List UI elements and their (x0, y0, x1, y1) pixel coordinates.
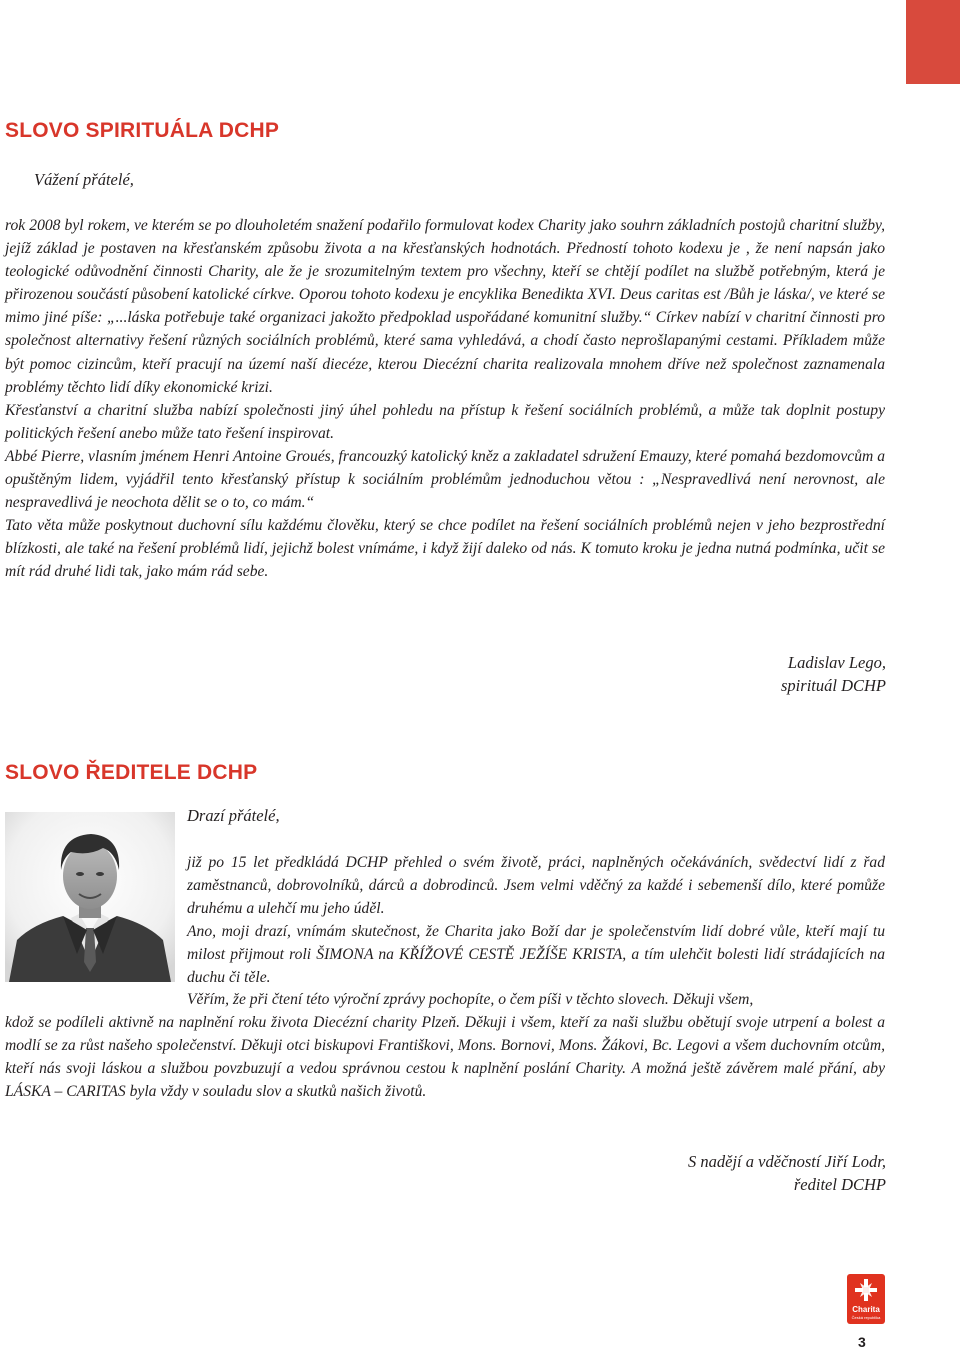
spiritual-paragraph: Tato věta může poskytnout duchovní sílu každému člověku, který se chce podílet na řešení sociálních problémů nejen v jeho bezprostřední blízkosti, ale také na řešení problémů lidí, jejichž bolest vnímáme, i když žijí daleko od nás. K tomuto kroku je jedna nutná podmínka, učit se mít rád druhé lidi tak, jako mám rád sebe. (5, 517, 885, 581)
signature-director (688, 1150, 886, 1196)
page-number: 3 (858, 1334, 866, 1350)
signature-role: spirituál DCHP (781, 676, 886, 695)
logo-subtitle: Česká republika (851, 1315, 881, 1320)
charita-cross-icon (854, 1278, 878, 1302)
section-title-director: SLOVO ŘEDITELE DCHP (5, 761, 258, 784)
signature-spiritual (781, 651, 886, 697)
director-portrait-photo (5, 812, 175, 982)
corner-accent-tab (906, 0, 960, 84)
signature-name: Ladislav Lego, (787, 653, 886, 672)
spiritual-paragraph: Abbé Pierre, vlasním jménem Henri Antoine Groués, francouzký katolický kněz a zakladatel sdružení Emauzy, které pomahá bezdomovcům a opuštěným lidem, vyjádřil tento křesťanský přístup k sociálním problémům jednoduchou větou : „Nespravedlivá není nerovnost, ale nespravedlivá je neochota dělit se o to, co mám.“ (5, 447, 885, 512)
salutation-director: Drazí přátelé, (187, 806, 280, 825)
director-paragraph-continuation: kdož se podíleli aktivně na naplnění roku života Diecézní charity Plzeň. Děkuji i všem, kteří za naši službu obětují svoje utrpení a bolest a modlí se za růst našeho společenství. Děkuji otci biskupovi Františkovi, Mons. Bornovi, Mons. Žákovi, Bc. Legovi a všem duchovním otcům, kteří nás svoji láskou a službou povzbuzují a vedou správnou cestou k naplnění poslání Charity. A možná ještě závěrem malé přání, aby LÁSKA – CARITAS byla vždy v souladu slov a skutků našich životů. (5, 1014, 885, 1101)
director-letter-intro (187, 851, 885, 990)
signature-name: S nadějí a vděčností Jiří Lodr, (688, 1152, 886, 1171)
spiritual-paragraph: Křesťanství a charitní služba nabízí společnosti jiný úhel pohledu na přístup k řešení sociálních problémů, a může tak doplnit postupy politických řešení anebo může tato řešení inspirovat. (5, 401, 885, 442)
charita-logo (847, 1274, 885, 1324)
salutation-spiritual: Vážení přátelé, (34, 170, 134, 189)
signature-role: ředitel DCHP (793, 1175, 886, 1194)
section-title-spiritual: SLOVO SPIRITUÁLA DCHP (5, 119, 280, 142)
spiritual-letter-body (5, 214, 885, 584)
director-paragraph-start: Věřím, že při čtení této výroční zprávy pochopíte, o čem píši v těchto slovech. Děkuji všem, (187, 991, 754, 1008)
director-paragraph: již po 15 let předkládá DCHP přehled o svém životě, práci, naplněných očekáváních, svědectví lidí z řad zaměstnanců, dobrovolníků, dárců a dobrodinců. Jsem velmi vděčný za každé i sebemenší dílo, které pomůže druhému a ulehčí mu jeho úděl. (187, 854, 885, 918)
director-paragraph: Ano, moji drazí, vnímám skutečnost, že Charita jako Boží dar je společenstvím lidí dobré vůle, kteří mají tu milost přijmout roli ŠIMONA na KŘÍŽOVÉ CESTĚ JEŽÍŠE KRISTA, a tím ulehčit bolesti lidí strádajících na duchu či těle. (187, 923, 885, 987)
logo-name: Charita (852, 1305, 880, 1314)
spiritual-paragraph: rok 2008 byl rokem, ve kterém se po dlouholetém snažení podařilo formulovat kodex Charity jako souhrn základních postojů charitní služby, jejíž základ je postaven na křesťanském způsobu života a na křesťanských hodnotách. Předností tohoto kodexu je , že není napsán jako teologické odůvodnění činnosti Charity, ale že je srozumitelným textem pro všechny, kteří se chtějí podílet na službě potřebným, která je přirozenou součástí působení katolické církve. Oporou tohoto kodexu je encyklika Benedikta XVI. Deus caritas est /Bůh je láska/, ve které se mimo jiné píše: „...láska potřebuje také organizaci jakožto předpoklad uspořádané komunitní služby.“ Církev nabízí v charitní činnosti pro společnost alternativy řešení různých sociálních problémů, které sama vyhledává, a chodí často neprošlapanými cestami. Příkladem může být pomoc cizincům, kteří pracují na území naší diecéze, kterou Diecézní charita realizovala mnohem dříve než společnost zaznamenala problémy těchto lidí díky ekonomické krizi. (5, 217, 885, 396)
